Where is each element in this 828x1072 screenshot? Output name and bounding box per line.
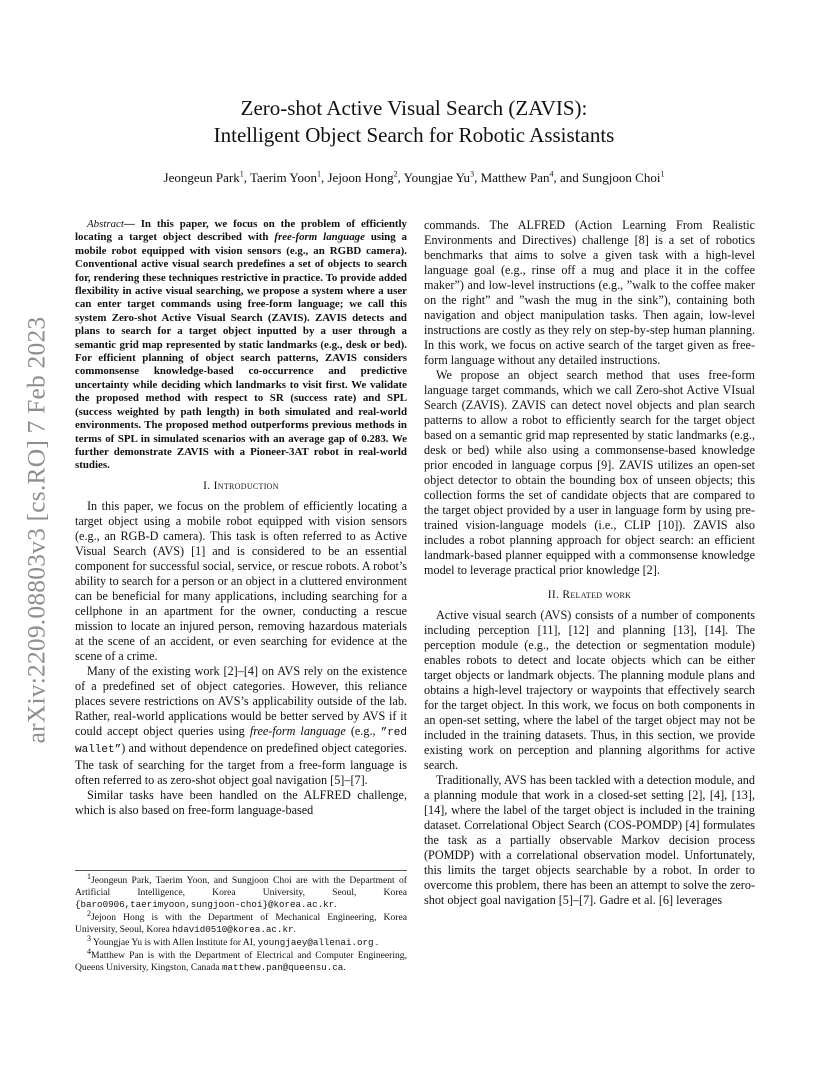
author-name: , Jejoon Hong xyxy=(320,170,394,185)
affiliation-mark: 3 xyxy=(470,169,475,179)
emphasis: free-form language xyxy=(249,723,346,738)
footnote-mark: 3 xyxy=(87,933,91,943)
footnote-text: . xyxy=(343,962,346,973)
email-address: hdavid0510@korea.ac.kr xyxy=(172,924,294,935)
footnote-text: Youngjae Yu is with Allen Institute for AI, xyxy=(91,937,258,948)
abstract-emphasis: free-form language xyxy=(274,231,365,244)
arxiv-identifier-stamp xyxy=(16,290,56,770)
email-address: youngjaey@allenai.org xyxy=(257,937,374,948)
email-address: {baro0906,taerimyoon,sungjoon-choi}@korea.ac.kr xyxy=(75,899,335,910)
footnote-mark: 1 xyxy=(87,871,91,881)
abstract-label: Abstract xyxy=(87,218,124,230)
abstract-text: — In this paper, we focus on the problem of efficiently locating a target object described with xyxy=(75,218,407,244)
intro-paragraph-1: In this paper, we focus on the problem of efficiently locating a target object using a mobile robot equipped with vision sensors (e.g., an RGB-D camera). This task is often referred to as Active Visual Search (AVS) [1] and is considered to be an essential component for successful social, service, or rescue robots. A robot’s ability to search for a person or an object in a cluttered environment can be beneficial for many applications, including searching for a cellphone in an apartment for the owner, conducting a rescue mission to locate an injured person, removing hazardous materials at the scene of an accident, or even searching for evidence at the scene of a crime. xyxy=(75,498,407,663)
affiliation-mark: 1 xyxy=(239,169,244,179)
section-heading-introduction: I. Introduction xyxy=(203,479,279,492)
footnote-1 xyxy=(75,871,407,911)
abstract xyxy=(75,218,407,473)
author-name: Jeongeun Park xyxy=(163,170,240,185)
author-name: , Taerim Yoon xyxy=(243,170,317,185)
footnotes xyxy=(75,870,407,975)
paragraph-text: (e.g., xyxy=(345,723,381,738)
abstract-text: using a mobile robot equipped with vision sensors (e.g., an RGBD camera). Conventional active visual search predefines a set of objects to search for, rendering these techniques restrictive in practice. To provide added flexibility in active visual searching, we propose a system where a user can enter target commands using free-form language; we call this system Zero-shot Active Visual Search (ZAVIS). ZAVIS detects and plans to search for a target object inputted by a user through a semantic grid map represented by static landmarks (e.g., desk or bed). For efficient planning of object search patterns, ZAVIS considers commonsense knowledge-based co-occurrence and predictive uncertainty while deciding which landmarks to visit first. We validate the proposed method with respect to SR (success rate) and SPL (success weighted by path length) in both simulated and real-world environments. The proposed method outperforms previous methods in terms of SPL in simulated scenarios with an average gap of 0.283. We further demonstrate ZAVIS with a Pioneer-3AT robot in real-world studies. xyxy=(75,231,408,472)
affiliation-mark: 2 xyxy=(393,169,398,179)
right-paragraph-1: commands. The ALFRED (Action Learning From Realistic Environments and Directives) challenge [8] is a set of robotics benchmarks that aims to solve a given task with a high-level language goal (e.g., rinse off a mug and place it in the coffee maker”) and low-level instructions (e.g., ”walk to the coffee maker on the right” and ”wash the mug in the sink”), containing both navigation and object manipulation tasks. Then again, low-level instructions are costly as they rely on step-by-step human planning. In this work, we focus on active search of the target given as free-form language without any detailed instructions. xyxy=(424,218,755,367)
right-paragraph-2: We propose an object search method that uses free-form language target commands, which we call Zero-shot Active VIsual Search (ZAVIS). ZAVIS can detect novel objects and plan search patterns to allow a robot to efficiently search for the target object based on a semantic grid map represented by static landmarks (e.g., desk or bed) while also using a commonsense-based knowledge prior encoded in language corpus [9]. ZAVIS utilizes an open-set object detector to obtain the bounding box of unseen objects; this collection forms the set of candidate objects that are compared to the target object provided by a user in language form by using pre-trained vision-language models (i.e., CLIP [10]). ZAVIS also includes a robot planning approach for object search: an efficient landmark-based planner equipped with a commonsense knowledge model to leverage practical prior knowledge [2]. xyxy=(424,368,755,577)
author-name: , Youngjae Yu xyxy=(397,170,471,185)
title-line-1: Zero-shot Active Visual Search (ZAVIS): xyxy=(240,96,588,120)
footnote-text: Jejoon Hong is with the Department of Mechanical Engineering, Korea University, Seoul, Korea xyxy=(75,912,407,935)
code-snippet: ”red wallet” xyxy=(75,726,407,756)
paper-title xyxy=(60,95,768,149)
paragraph-text: Many of the existing work [2]–[4] on AVS rely on the existence of a predefined set of object categories. However, this reliance places severe restrictions on AVS’s applicability outside of the lab. Rather, real-world applications would be better served by AVS if it could accept object queries using xyxy=(75,663,407,738)
author-name: , and Sungjoon Choi xyxy=(553,170,661,185)
footnote-3 xyxy=(75,933,407,949)
email-address: matthew.pan@queensu.ca xyxy=(222,962,344,973)
footnote-mark: 4 xyxy=(87,946,91,956)
footnote-4 xyxy=(75,946,407,974)
footnote-text: . xyxy=(334,899,337,910)
author-list xyxy=(60,170,768,186)
right-paragraph-4: Traditionally, AVS has been tackled with a detection module, and a planning module that work in a closed-set setting [2], [4], [13], [14], where the label of the target object is included in the training dataset. Correlational Object Search (COS-POMDP) [4] formulates the task as a partially observable Markov decision process (POMDP) with a correlational observation model. Unfortunately, this limits the target objects searchable by a robot. In order to overcome this problem, there has been an attempt to solve the zero-shot object goal navigation [5]–[7]. Gadre et al. [6] leverages xyxy=(424,773,755,907)
left-column xyxy=(75,218,407,818)
paragraph-text: ) and without dependence on predefined object categories. The task of searching for the target from a free-form language is often referred to as zero-shot object goal navigation [5]–[7]. xyxy=(75,740,407,787)
title-line-2: Intelligent Object Search for Robotic Assistants xyxy=(213,123,615,147)
affiliation-mark: 4 xyxy=(549,169,554,179)
affiliation-mark: 1 xyxy=(316,169,321,179)
footnote-mark: 2 xyxy=(87,908,91,918)
footnote-text: Matthew Pan is with the Department of Electrical and Computer Engineering, Queens University, Kingston, Canada xyxy=(75,950,407,973)
footnote-2 xyxy=(75,908,407,936)
footnote-text: Jeongeun Park, Taerim Yoon, and Sungjoon Choi are with the Department of Artificial Intelligence, Korea University, Seoul, Korea xyxy=(75,875,407,898)
arxiv-identifier-text: arXiv:2209.08803v3 [cs.RO] 7 Feb 2023 xyxy=(21,316,51,744)
intro-paragraph-2 xyxy=(75,664,407,788)
footnote-text: . xyxy=(293,924,296,935)
intro-paragraph-3: Similar tasks have been handled on the ALFRED challenge, which is also based on free-form language-based xyxy=(75,787,407,817)
author-name: , Matthew Pan xyxy=(474,170,550,185)
right-paragraph-3: Active visual search (AVS) consists of a number of components including perception [11], [12] and planning [13], [14]. The perception module (e.g., the detection or segmentation module) enables robots to detect and locate objects which can be either target objects or landmark objects. The planning module plans and obtains a high-level trajectory or waypoints that effectively search for the target object. In this work, we focus on both components in an open-set setting, where the label of the target object may not be included in the training datasets. Thus, in this section, we provide existing work on perception and planning algorithms for active search. xyxy=(424,608,755,772)
footnote-text: . xyxy=(373,937,379,948)
affiliation-mark: 1 xyxy=(660,169,665,179)
section-heading-related-work: II. Related work xyxy=(547,589,632,601)
right-column xyxy=(424,218,755,908)
